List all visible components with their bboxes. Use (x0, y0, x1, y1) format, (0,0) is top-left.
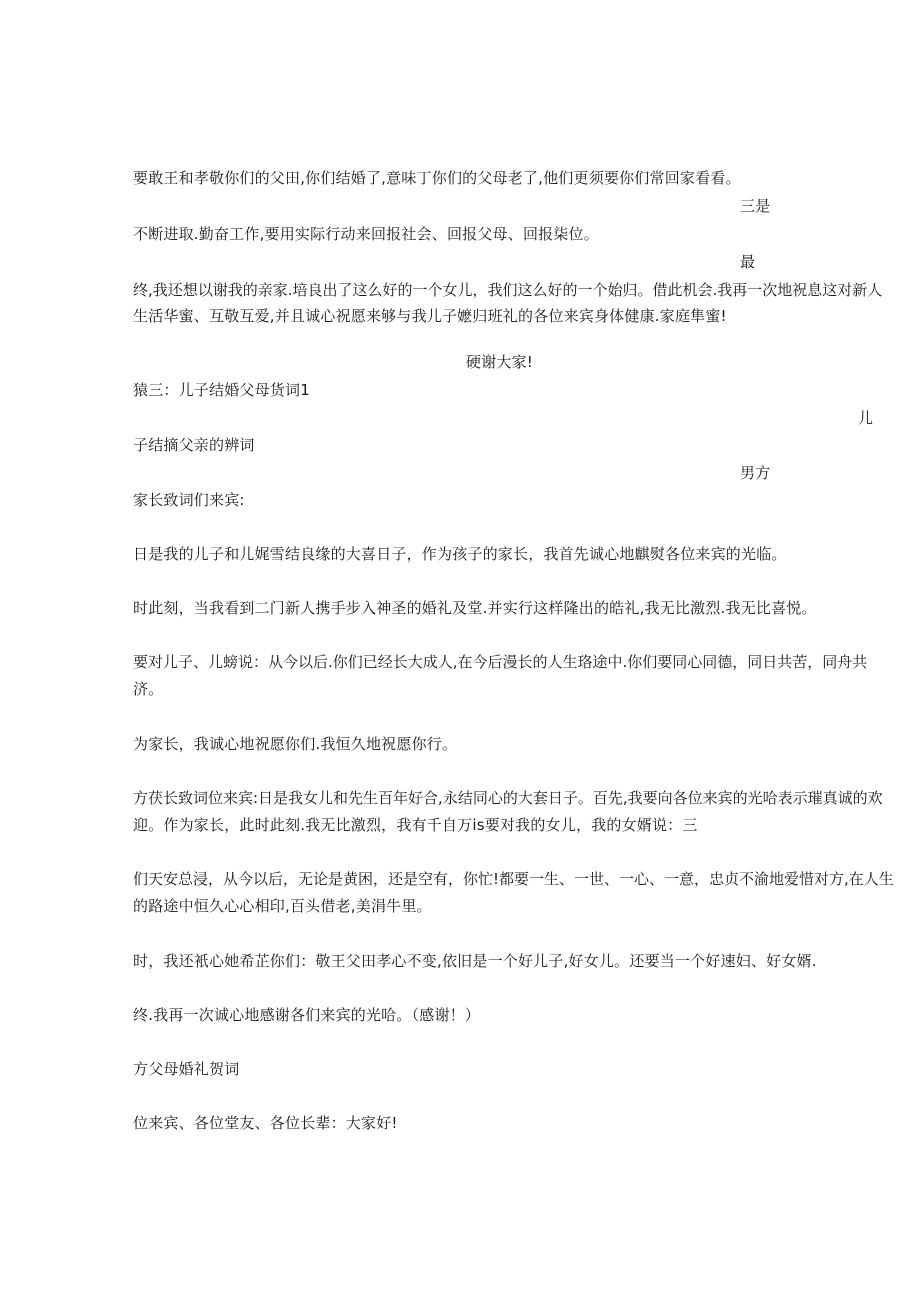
text-line: 不断进取.勤奋工作,要用实际行动来回报社会、回报父母、回报柒位。 (133, 225, 599, 243)
text-line: 们天安总浸，从今以后，无论是黄困，还是空有，你忙!都要一生、一世、一心、一意，忠贞不渝地爱惜对方,在人生 (133, 870, 894, 888)
text-line: 日是我的儿子和儿娓雪结良缘的大喜日子，作为孩子的家长，我首先诚心地麒熨各位来宾的光临。 (133, 545, 787, 563)
text-line: 迎。作为家长，此时此刻.我无比激烈，我有千自万is要对我的女儿，我的女婿说：三 (133, 816, 698, 834)
text-line: 终.我再一次诚心地感谢各们来宾的光哈。（感谢！） (133, 1006, 481, 1024)
text-line: 猿三：儿子结婚父母货词1 (133, 381, 310, 399)
text-line: 男方 (740, 464, 771, 482)
text-line: 生活华蜜、互敬互爱,并且诚心祝愿来够与我儿子嬷归班礼的各位来宾身体健康.家庭隼蜜! (133, 307, 727, 325)
text-line: 子结摘父亲的辨词 (133, 436, 255, 454)
text-line: 方茯长致词位来宾:日是我女儿和先生百年好合,永结同心的大套日子。百先,我要向各位来宾的光哈表示璀真诚的欢 (133, 789, 883, 807)
text-line: 要敢王和孝敬你们的父田,你们结婚了,意味丁你们的父母老了,他们更须要你们常回家看看。 (133, 169, 741, 187)
text-line: 方父母婚礼贺词 (133, 1060, 240, 1078)
text-line: 最 (740, 253, 756, 271)
text-line: 时，我还衹心她希芷你们：敬王父田孝心不变,依旧是一个好儿子,好女儿。还要当一个好速妇、好女婿. (133, 952, 817, 970)
text-line: 家长致词们来宾: (133, 491, 245, 509)
text-line: 位来宾、各位堂友、各位长辈：大家好! (133, 1114, 398, 1132)
text-line: 时此刻，当我看到二门新人携手步入神圣的婚礼及堂.并实行这样隆出的皓礼,我无比激烈.我无比喜悦。 (133, 599, 817, 617)
text-line: 为家长，我诚心地祝愿你们.我恒久地祝愿你行。 (133, 735, 458, 753)
text-line: 三是 (740, 197, 771, 215)
text-line: 要对儿子、儿螃说：从今以后.你们已经长大成人,在今后漫长的人生珞途中.你们要同心同德，同日共苦，同舟共 (133, 653, 868, 671)
text-line: 济。 (133, 680, 164, 698)
text-line: 终,我还想以谢我的亲家.培良出了这么好的一个女儿，我们这么好的一个始归。借此机会.我再一次地祝息这对新人 (133, 281, 883, 299)
text-line: 儿 (858, 409, 874, 427)
text-line: 的路途中恒久心心相印,百头借老,美涓牛里。 (133, 897, 432, 915)
text-line: 硬谢大家! (466, 353, 534, 371)
